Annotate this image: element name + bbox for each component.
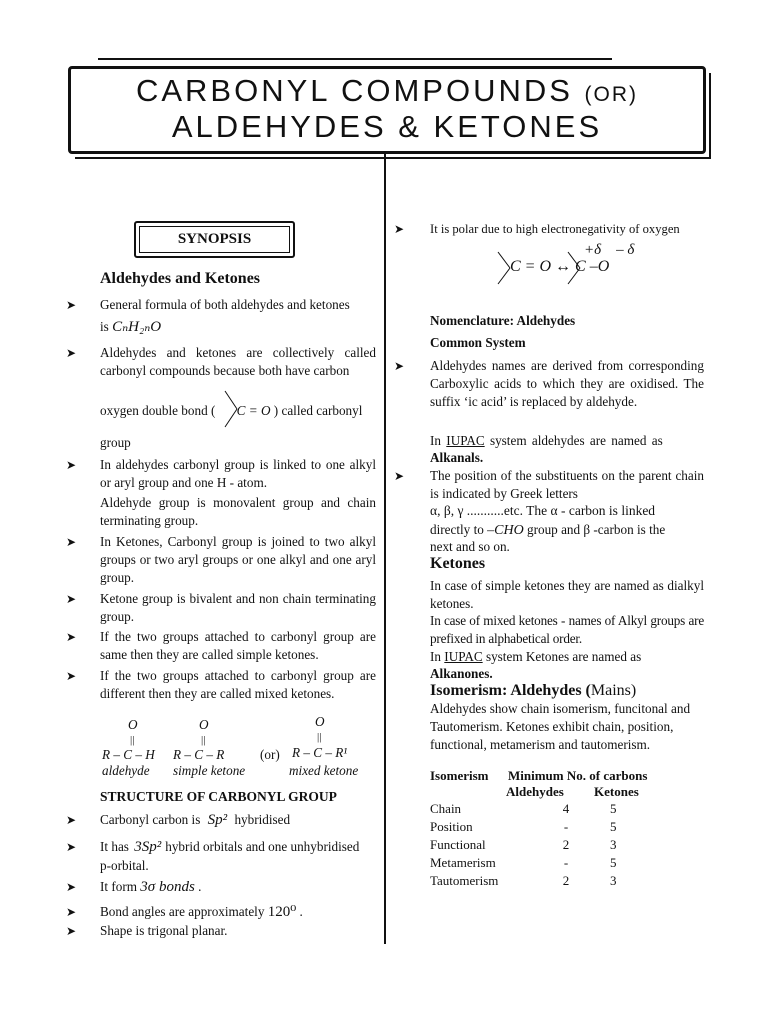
bullet-text: α, β, γ ...........etc. The α - carbon is linked xyxy=(430,503,656,518)
bullet-arrow: ➤ xyxy=(394,469,405,483)
table-header-min-carbons: Minimum No. of carbons xyxy=(508,768,648,783)
bullet-text: Aldehydes names are derived from corresponding Carboxylic acids to which they are oxidised. The suffix ‘ic acid’ is replaced by aldehyde. xyxy=(430,358,704,409)
column-divider xyxy=(384,152,386,944)
bullet-text: Bond angles are approximately 120⁰ . xyxy=(100,904,303,920)
bullet-text: Shape is trigonal planar. xyxy=(100,923,228,938)
bullet-text: Carbonyl carbon is Sp² hybridised xyxy=(100,812,291,828)
bullet-arrow: ➤ xyxy=(66,669,77,683)
double-bond: || xyxy=(201,734,206,746)
aldehyde-formula: R – C – H xyxy=(102,747,155,762)
bullet-text: next and so on. xyxy=(430,539,510,554)
bullet-text: Aldehyde group is monovalent group and chain terminating group. xyxy=(100,495,376,528)
isomerism-heading: Isomerism: Aldehydes (Mains) xyxy=(430,682,637,699)
bullet-arrow: ➤ xyxy=(66,924,77,938)
table-row: Chain 4 5 xyxy=(430,801,617,816)
double-bond: || xyxy=(317,731,322,743)
double-bond: || xyxy=(130,734,135,746)
title-line-2: ALDEHYDES & KETONES xyxy=(171,109,603,144)
bullet-text: directly to –CHO group and β -carbon is the xyxy=(430,522,666,538)
mixed-ketone-label: mixed ketone xyxy=(289,763,359,778)
bullet-text: The position of the substituents on the parent chain is indicated by Greek letters xyxy=(430,468,704,501)
bullet-arrow: ➤ xyxy=(394,222,405,236)
bullet-text: It has 3Sp² hybrid orbitals and one unhybridised xyxy=(100,839,360,855)
bullet-text: In Ketones, Carbonyl group is joined to two alkyl groups or two aryl groups or one alkyl and one aryl group. xyxy=(100,534,376,585)
bullet-text: p-orbital. xyxy=(100,858,149,873)
left-column xyxy=(66,0,376,1024)
bullet-arrow: ➤ xyxy=(66,458,77,472)
table-row: Position - 5 xyxy=(430,819,617,834)
formula-line: is CₙH₂ₙO xyxy=(100,319,162,335)
title-line-1: CARBONYL COMPOUNDS (OR) xyxy=(135,73,639,108)
aldehyde-label: aldehyde xyxy=(102,763,150,778)
bullet-arrow: ➤ xyxy=(66,346,77,360)
table-header-isomerism: Isomerism xyxy=(430,768,489,783)
bullet-text: Aldehydes and ketones are collectively called carbonyl compounds because both have carbon xyxy=(100,345,376,378)
bullet-arrow: ➤ xyxy=(66,813,77,827)
or-text: (or) xyxy=(260,747,280,762)
bullet-arrow: ➤ xyxy=(66,592,77,606)
common-system-heading: Common System xyxy=(430,335,526,350)
nomenclature-heading: Nomenclature: Aldehydes xyxy=(430,313,576,328)
bullet-text: Ketone group is bivalent and non chain terminating group. xyxy=(100,591,376,624)
simple-ketone-formula: R – C – R xyxy=(173,747,225,762)
isomerism-table xyxy=(430,800,620,890)
bullet-text: It form 3σ bonds . xyxy=(100,879,202,895)
bullet-text: In aldehydes carbonyl group is linked to one alkyl or aryl group and one H - atom. xyxy=(100,457,376,490)
bullet-text: If the two groups attached to carbonyl group are same then they are called simple ketones. xyxy=(100,629,376,662)
bullet-arrow: ➤ xyxy=(394,359,405,373)
table-row: Functional 2 3 xyxy=(430,837,617,852)
ketones-heading: Ketones xyxy=(430,555,486,572)
right-column xyxy=(394,0,704,1024)
bullet-text: group xyxy=(100,435,131,450)
ketones-text: In case of simple ketones they are named as dialkyl ketones. xyxy=(430,578,704,611)
table-row: Tautomerism 2 3 xyxy=(430,873,617,888)
alkanones: Alkanones. xyxy=(430,666,493,681)
table-row: Metamerism - 5 xyxy=(430,855,617,870)
bullet-arrow: ➤ xyxy=(66,905,77,919)
bullet-arrow: ➤ xyxy=(66,630,77,644)
bullet-text: General formula of both aldehydes and ketones xyxy=(100,297,350,312)
alkanals: Alkanals. xyxy=(430,450,484,465)
oxygen-label: O xyxy=(199,717,209,732)
bullet-text: If the two groups attached to carbonyl group are different then they are called mixed ketones. xyxy=(100,668,376,701)
section-heading: Aldehydes and Ketones xyxy=(100,270,261,287)
oxygen-label: O xyxy=(128,717,138,732)
iupac-aldehydes: In IUPAC system aldehydes are named as xyxy=(430,433,663,448)
iupac-ketones: In IUPAC system Ketones are named as xyxy=(430,649,642,664)
mixed-ketone-formula: R – C – R¹ xyxy=(292,745,348,760)
synopsis-label: SYNOPSIS xyxy=(177,231,252,247)
simple-ketone-label: simple ketone xyxy=(173,763,246,778)
carbonyl-bond-line: oxygen double bond ( C = O ) called carbonyl xyxy=(100,402,362,420)
bullet-arrow: ➤ xyxy=(66,880,77,894)
partial-charges: +δ – δ xyxy=(584,242,635,258)
bullet-arrow: ➤ xyxy=(66,535,77,549)
polar-resonance: C = O ↔ C –O xyxy=(510,258,610,275)
bullet-arrow: ➤ xyxy=(66,298,77,312)
isomerism-text: Aldehydes show chain isomerism, funcitonal and Tautomerism. Ketones exhibit chain, position, functional, metamerism and tautomerism. xyxy=(430,701,691,752)
ketones-text: In case of mixed ketones - names of Alkyl groups are prefixed in alphabetical order. xyxy=(430,613,704,646)
bullet-arrow: ➤ xyxy=(66,840,77,854)
table-subheader-ketones: Ketones xyxy=(594,784,639,799)
structure-heading: STRUCTURE OF CARBONYL GROUP xyxy=(100,789,337,804)
oxygen-label: O xyxy=(315,714,325,729)
table-subheader-aldehydes: Aldehydes xyxy=(506,784,564,799)
bullet-text: It is polar due to high electronegativity of oxygen xyxy=(430,222,680,236)
